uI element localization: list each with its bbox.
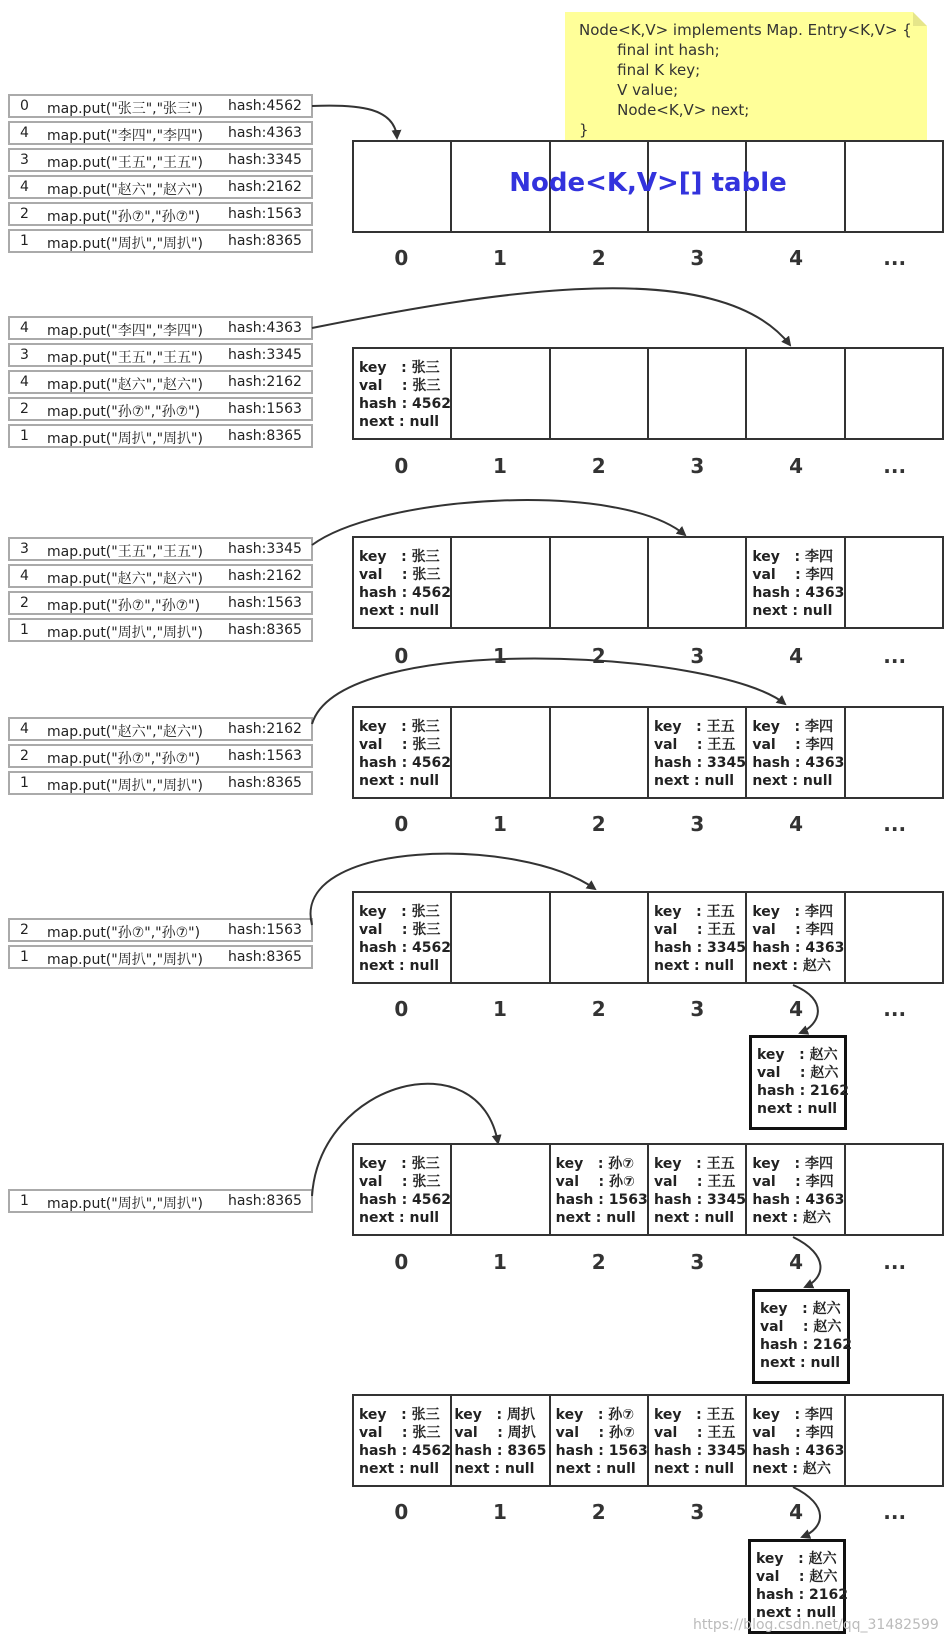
note-line-2: final int hash;: [579, 41, 720, 59]
chain-arrow-stage-5: [793, 985, 818, 1033]
index-label: 4: [789, 1500, 803, 1524]
index-label: 1: [493, 246, 507, 270]
index-label: 3: [690, 644, 705, 668]
index-label: 1: [493, 812, 507, 836]
index-label: 3: [690, 246, 705, 270]
index-label: 1: [493, 1500, 507, 1524]
arrow-stage-5: [311, 854, 595, 925]
op-row: 3 map.put("王五","王五") hash:3345: [8, 343, 313, 367]
note-line-4: V value;: [579, 81, 679, 99]
node-zhangsan: key : 张三 val : 张三 hash : 4562 next : null: [359, 719, 452, 789]
index-label: 4: [789, 454, 803, 478]
index-label: 1: [493, 644, 507, 668]
index-label: 2: [591, 246, 606, 270]
op-row: 1 map.put("周扒","周扒") hash:8365: [8, 229, 313, 253]
index-label: ...: [883, 644, 907, 668]
op-row: 2 map.put("孙⑦","孙⑦") hash:1563: [8, 202, 313, 226]
node-zhou: key : 周扒 val : 周扒 hash : 8365 next : null: [454, 1407, 547, 1477]
index-label: 4: [789, 644, 803, 668]
index-label: 3: [690, 1500, 705, 1524]
op-row: 1 map.put("周扒","周扒") hash:8365: [8, 618, 313, 642]
node-wangwu: key : 王五 val : 王五 hash : 3345 next : null: [653, 1156, 747, 1226]
node-lisi: key : 李四 val : 李四 hash : 4363 next : 赵六: [752, 904, 845, 974]
index-label: 4: [789, 812, 803, 836]
arrow-stage-4: [312, 659, 785, 725]
index-label: 0: [394, 246, 409, 270]
node-wangwu: key : 王五 val : 王五 hash : 3345 next : null: [653, 719, 747, 789]
chain-arrow-stage-6: [793, 1237, 820, 1287]
node-zhangsan: key : 张三 val : 张三 hash : 4562 next : null: [359, 360, 452, 430]
op-row: 4 map.put("赵六","赵六") hash:2162: [8, 370, 313, 394]
arrow-stage-1: [312, 106, 397, 138]
node-zhaoliu: key : 赵六 val : 赵六 hash : 2162 next : null: [756, 1551, 849, 1621]
index-label: 2: [591, 1250, 606, 1274]
arrow-stage-2: [312, 288, 790, 345]
arrow-stage-6: [312, 1084, 498, 1196]
node-zhaoliu: key : 赵六 val : 赵六 hash : 2162 next : null: [757, 1047, 850, 1117]
index-label: 4: [789, 246, 803, 270]
note-line-5: Node<K,V> next;: [579, 101, 750, 119]
index-label: ...: [883, 812, 907, 836]
index-label: 0: [394, 1500, 409, 1524]
index-label: 0: [394, 812, 409, 836]
node-sun: key : 孙⑦ val : 孙⑦ hash : 1563 next : null: [555, 1156, 648, 1226]
node-zhangsan: key : 张三 val : 张三 hash : 4562 next : null: [359, 1407, 452, 1477]
op-row: 2 map.put("孙⑦","孙⑦") hash:1563: [8, 744, 313, 768]
op-row: 4 map.put("赵六","赵六") hash:2162: [8, 175, 313, 199]
index-label: 0: [394, 1250, 409, 1274]
op-row: 2 map.put("孙⑦","孙⑦") hash:1563: [8, 397, 313, 421]
index-label: 3: [690, 1250, 705, 1274]
op-row: 1 map.put("周扒","周扒") hash:8365: [8, 424, 313, 448]
index-label: ...: [883, 1250, 907, 1274]
index-label: 0: [394, 644, 409, 668]
node-zhaoliu: key : 赵六 val : 赵六 hash : 2162 next : null: [760, 1301, 853, 1371]
node-lisi: key : 李四 val : 李四 hash : 4363 next : null: [752, 719, 845, 789]
chain-arrow-stage-7: [793, 1487, 820, 1537]
index-label: 4: [789, 1250, 803, 1274]
note-line-1: Node<K,V> implements Map. Entry<K,V> {: [579, 21, 912, 39]
index-label: ...: [883, 997, 907, 1021]
index-label: 0: [394, 997, 409, 1021]
op-row: 4 map.put("李四","李四") hash:4363: [8, 316, 313, 340]
index-label: ...: [883, 246, 907, 270]
index-label: 2: [591, 454, 606, 478]
index-label: 1: [493, 454, 507, 478]
index-label: ...: [883, 1500, 907, 1524]
op-row: 4 map.put("赵六","赵六") hash:2162: [8, 717, 313, 741]
table-title: Node<K,V>[] table: [509, 168, 787, 198]
note-line-6: }: [579, 121, 589, 139]
index-label: 1: [493, 1250, 507, 1274]
op-row: 4 map.put("李四","李四") hash:4363: [8, 121, 313, 145]
node-lisi: key : 李四 val : 李四 hash : 4363 next : null: [752, 549, 845, 619]
index-label: 3: [690, 812, 705, 836]
index-label: 2: [591, 644, 606, 668]
op-row: 3 map.put("王五","王五") hash:3345: [8, 148, 313, 172]
op-row: 0 map.put("张三","张三") hash:4562: [8, 94, 313, 118]
op-row: 2 map.put("孙⑦","孙⑦") hash:1563: [8, 591, 313, 615]
op-row: 1 map.put("周扒","周扒") hash:8365: [8, 1189, 313, 1213]
index-label: 2: [591, 1500, 606, 1524]
index-label: 1: [493, 997, 507, 1021]
node-lisi: key : 李四 val : 李四 hash : 4363 next : 赵六: [752, 1156, 845, 1226]
op-row: 3 map.put("王五","王五") hash:3345: [8, 537, 313, 561]
arrow-stage-3: [312, 500, 685, 545]
node-zhangsan: key : 张三 val : 张三 hash : 4562 next : null: [359, 549, 452, 619]
op-row: 2 map.put("孙⑦","孙⑦") hash:1563: [8, 918, 313, 942]
op-row: 4 map.put("赵六","赵六") hash:2162: [8, 564, 313, 588]
index-label: 3: [690, 997, 705, 1021]
node-lisi: key : 李四 val : 李四 hash : 4363 next : 赵六: [752, 1407, 845, 1477]
index-label: 2: [591, 997, 606, 1021]
node-zhangsan: key : 张三 val : 张三 hash : 4562 next : null: [359, 904, 452, 974]
node-sun: key : 孙⑦ val : 孙⑦ hash : 1563 next : null: [555, 1407, 648, 1477]
index-label: 4: [789, 997, 803, 1021]
note-line-3: final K key;: [579, 61, 701, 79]
watermark: https://blog.csdn.net/qq_31482599: [693, 1617, 939, 1633]
index-label: ...: [883, 454, 907, 478]
node-wangwu: key : 王五 val : 王五 hash : 3345 next : null: [653, 1407, 747, 1477]
node-wangwu: key : 王五 val : 王五 hash : 3345 next : null: [653, 904, 747, 974]
op-row: 1 map.put("周扒","周扒") hash:8365: [8, 771, 313, 795]
index-label: 0: [394, 454, 409, 478]
op-row: 1 map.put("周扒","周扒") hash:8365: [8, 945, 313, 969]
index-label: 2: [591, 812, 606, 836]
node-zhangsan: key : 张三 val : 张三 hash : 4562 next : null: [359, 1156, 452, 1226]
index-label: 3: [690, 454, 705, 478]
